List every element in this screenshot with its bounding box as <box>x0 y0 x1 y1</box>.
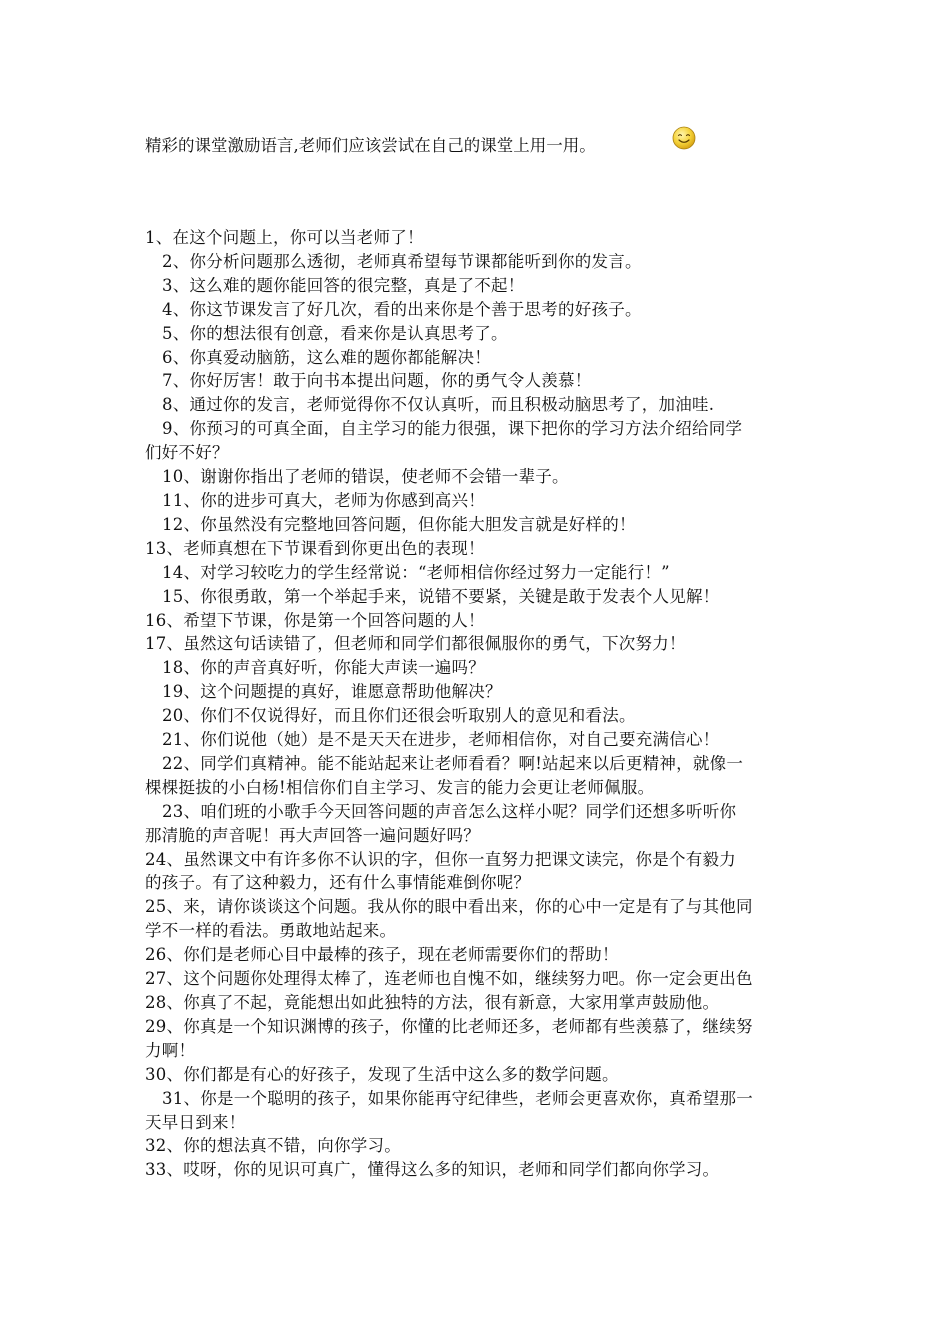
list-item <box>145 537 815 561</box>
list-item-line: 5、你的想法很有创意，看来你是认真思考了。 <box>162 323 508 343</box>
list-item-line: 8、通过你的发言，老师觉得你不仅认真听，而且积极动脑思考了，加油哇. <box>162 395 715 415</box>
list-item-line: 18、你的声音真好听，你能大声读一遍吗？ <box>162 658 485 678</box>
list-item <box>145 489 815 513</box>
list-item <box>145 632 815 656</box>
list-item <box>145 393 815 417</box>
list-item <box>145 991 815 1015</box>
list-item <box>145 513 815 537</box>
list-item <box>145 465 815 489</box>
intro-text: 精彩的课堂激励语言,老师们应该尝试在自己的课堂上用一用。 <box>145 136 596 155</box>
list-item <box>145 943 815 967</box>
list-item <box>145 752 815 800</box>
list-item <box>145 274 815 298</box>
list-item <box>145 680 815 704</box>
list-item-line: 13、老师真想在下节课看到你更出色的表现！ <box>145 538 485 558</box>
list-item <box>145 656 815 680</box>
list-item-line: 那清脆的声音呢！再大声回答一遍问题好吗？ <box>145 825 480 845</box>
list-item-line: 25、来，请你谈谈这个问题。我从你的眼中看出来，你的心中一定是有了与其他同 <box>145 897 753 917</box>
list-item-line: 28、你真了不起，竟能想出如此独特的方法，很有新意，大家用掌声鼓励他。 <box>145 993 720 1012</box>
list-item <box>145 369 815 393</box>
list-item-line: 天早日到来！ <box>145 1112 246 1132</box>
list-item-line: 15、你很勇敢，第一个举起手来，说错不要紧，关键是敢于发表个人见解！ <box>162 586 720 606</box>
list-item <box>145 1158 815 1182</box>
list-item-line: 19、这个问题提的真好，谁愿意帮助他解决？ <box>162 682 502 702</box>
list-item-line: 们好不好？ <box>145 443 229 463</box>
list-item-line: 6、你真爱动脑筋，这么难的题你都能解决！ <box>162 347 491 367</box>
list-item-line: 3、这么难的题你能回答的很完整，真是了不起！ <box>162 275 525 295</box>
list-item-line: 33、哎呀，你的见识可真广，懂得这么多的知识，老师和同学们都向你学习。 <box>145 1160 720 1180</box>
list-item <box>145 1063 815 1087</box>
list-item-line: 力啊！ <box>145 1040 196 1060</box>
list-item <box>145 895 815 943</box>
list-item <box>145 704 815 728</box>
list-item <box>145 250 815 274</box>
list-item <box>145 1087 815 1135</box>
list-item-line: 的孩子。有了这种毅力，还有什么事情能难倒你呢？ <box>145 873 531 893</box>
list-item <box>145 561 815 585</box>
list-item-line: 23、咱们班的小歌手今天回答问题的声音怎么这样小呢？同学们还想多听听你 <box>162 801 737 821</box>
smiley-face-icon <box>672 126 696 150</box>
list-item-line: 学不一样的看法。勇敢地站起来。 <box>145 921 397 941</box>
list-item-line: 16、希望下节课，你是第一个回答问题的人！ <box>145 610 485 630</box>
list-item <box>145 226 815 250</box>
list-item-line: 21、你们说他（她）是不是天天在进步，老师相信你，对自己要充满信心！ <box>162 730 720 750</box>
list-item-line: 4、你这节课发言了好几次，看的出来你是个善于思考的好孩子。 <box>162 299 642 319</box>
list-item-line: 26、你们是老师心目中最棒的孩子，现在老师需要你们的帮助！ <box>145 945 619 965</box>
encouragement-list <box>145 226 815 1182</box>
list-item-line: 29、你真是一个知识渊博的孩子，你懂的比老师还多，老师都有些羡慕了，继续努 <box>145 1016 753 1036</box>
list-item <box>145 609 815 633</box>
list-item-line: 24、虽然课文中有许多你不认识的字，但你一直努力把课文读完，你是个有毅力 <box>145 849 736 869</box>
list-item <box>145 417 815 465</box>
list-item <box>145 967 815 991</box>
list-item-line: 11、你的进步可真大，老师为你感到高兴！ <box>162 490 485 510</box>
list-item-line: 9、你预习的可真全面，自主学习的能力很强，课下把你的学习方法介绍给同学 <box>162 419 743 439</box>
list-item <box>145 585 815 609</box>
list-item <box>145 800 815 848</box>
list-item <box>145 1134 815 1158</box>
list-item <box>145 728 815 752</box>
list-item-line: 1、在这个问题上，你可以当老师了！ <box>145 228 424 247</box>
list-item-line: 棵棵挺拔的小白杨!相信你们自主学习、发言的能力会更让老师佩服。 <box>145 777 655 797</box>
list-item-line: 27、这个问题你处理得太棒了，连老师也自愧不如，继续努力吧。你一定会更出色 <box>145 969 753 989</box>
list-item <box>145 322 815 346</box>
list-item-line: 20、你们不仅说得好，而且你们还很会听取别人的意见和看法。 <box>162 706 636 726</box>
list-item-line: 31、你是一个聪明的孩子，如果你能再守纪律些，老师会更喜欢你，真希望那一 <box>162 1088 753 1108</box>
list-item-line: 7、你好厉害！敢于向书本提出问题，你的勇气令人羡慕！ <box>162 371 592 391</box>
list-item-line: 2、你分析问题那么透彻，老师真希望每节课都能听到你的发言。 <box>162 251 642 271</box>
list-item <box>145 848 815 896</box>
list-item-line: 12、你虽然没有完整地回答问题，但你能大胆发言就是好样的！ <box>162 514 636 534</box>
list-item-line: 32、你的想法真不错，向你学习。 <box>145 1136 401 1156</box>
list-item-line: 22、同学们真精神。能不能站起来让老师看看？啊!站起来以后更精神，就像一 <box>162 753 744 773</box>
list-item <box>145 298 815 322</box>
list-item-line: 17、虽然这句话读错了，但老师和同学们都很佩服你的勇气，下次努力！ <box>145 634 686 654</box>
list-item <box>145 1015 815 1063</box>
list-item <box>145 346 815 370</box>
list-item-line: 30、你们都是有心的好孩子，发现了生活中这么多的数学问题。 <box>145 1064 619 1084</box>
list-item-line: 10、谢谢你指出了老师的错误，使老师不会错一辈子。 <box>162 467 569 487</box>
list-item-line: 14、对学习较吃力的学生经常说：“老师相信你经过努力一定能行！” <box>162 562 670 582</box>
